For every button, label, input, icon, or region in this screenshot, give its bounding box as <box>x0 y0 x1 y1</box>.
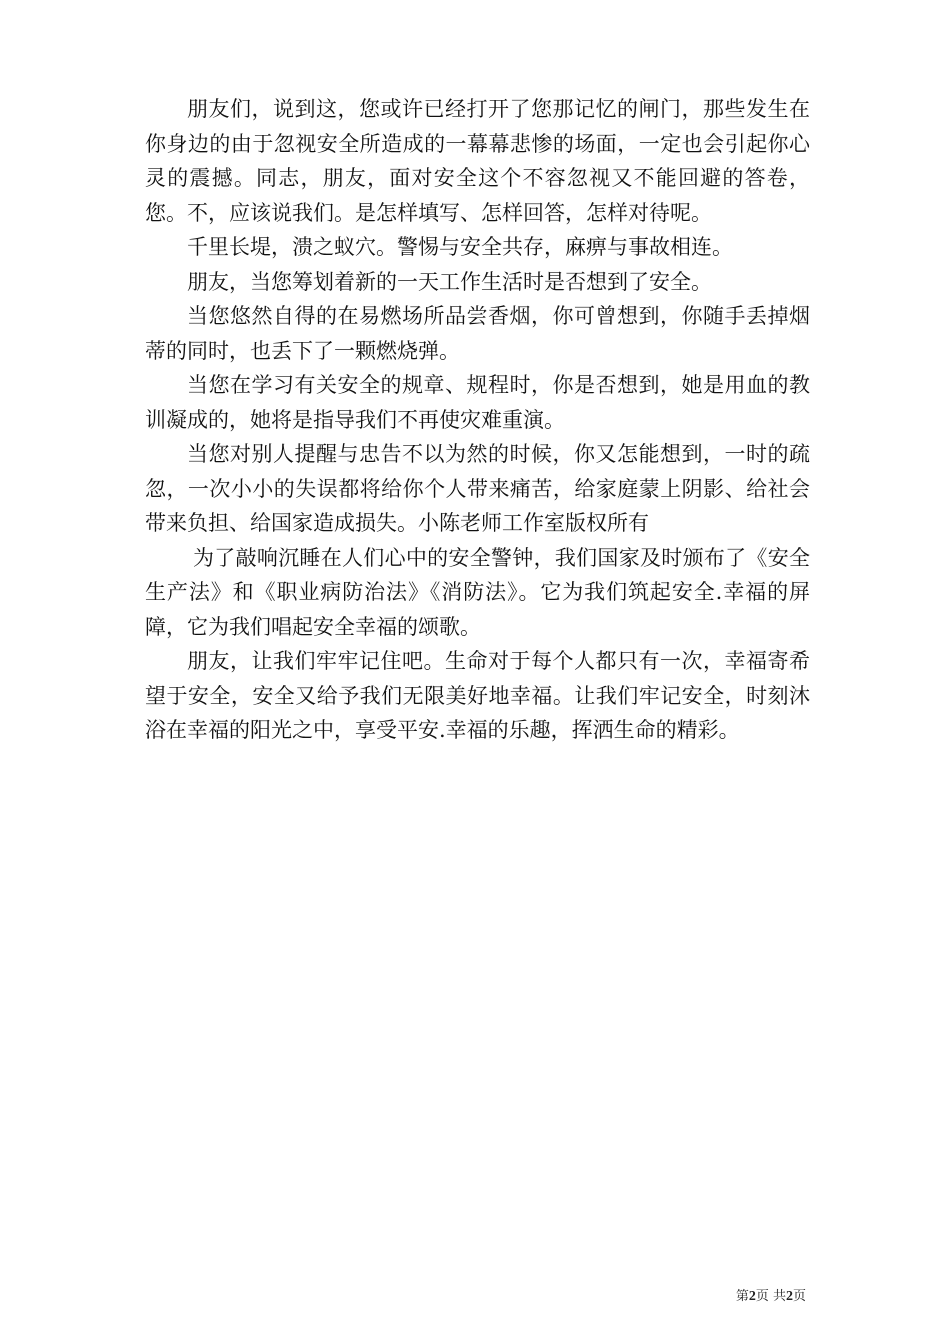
paragraph: 朋友，当您筹划着新的一天工作生活时是否想到了安全。 <box>187 269 712 294</box>
paragraph: 千里长堤，溃之蚁穴。警惕与安全共存，麻痹与事故相连。 <box>187 235 733 259</box>
paragraph: 当您悠然自得的在易燃场所品尝香烟，你可曾想到，你随手丢掉烟蒂的同时，也丢下了一颗燃烧弹。 <box>145 304 810 363</box>
paragraph: 朋友，让我们牢牢记住吧。生命对于每个人都只有一次，幸福寄希望于安全，安全又给予我们无限美好地幸福。让我们牢记安全，时刻沐浴在幸福的阳光之中，享受平安.幸福的乐趣，挥洒生命的精彩。 <box>145 649 810 742</box>
document-body <box>145 92 810 748</box>
current-page-number: 2 <box>748 1289 756 1304</box>
footer-prefix: 第 <box>735 1289 749 1304</box>
paragraph: 当您在学习有关安全的规章、规程时，你是否想到，她是用血的教训凝成的，她将是指导我们不再使灾难重演。 <box>145 373 810 432</box>
paragraph: 朋友们，说到这，您或许已经打开了您那记忆的闸门，那些发生在你身边的由于忽视安全所造成的一幕幕悲惨的场面，一定也会引起你心灵的震撼。同志，朋友，面对安全这个不容忽视又不能回避的答卷，您。不，应该说我们。是怎样填写、怎样回答，怎样对待呢。 <box>145 97 810 225</box>
total-pages-number: 2 <box>785 1289 793 1304</box>
footer-middle: 页 共 <box>755 1289 786 1304</box>
page-number-footer <box>736 1285 806 1305</box>
footer-suffix: 页 <box>792 1289 806 1304</box>
paragraph: 当您对别人提醒与忠告不以为然的时候，你又怎能想到，一时的疏忽，一次小小的失误都将给你个人带来痛苦，给家庭蒙上阴影、给社会带来负担、给国家造成损失。小陈老师工作室版权所有 <box>145 442 810 535</box>
paragraph: 为了敲响沉睡在人们心中的安全警钟，我们国家及时颁布了《安全生产法》和《职业病防治法》《消防法》。它为我们筑起安全.幸福的屏障，它为我们唱起安全幸福的颂歌。 <box>145 545 810 639</box>
